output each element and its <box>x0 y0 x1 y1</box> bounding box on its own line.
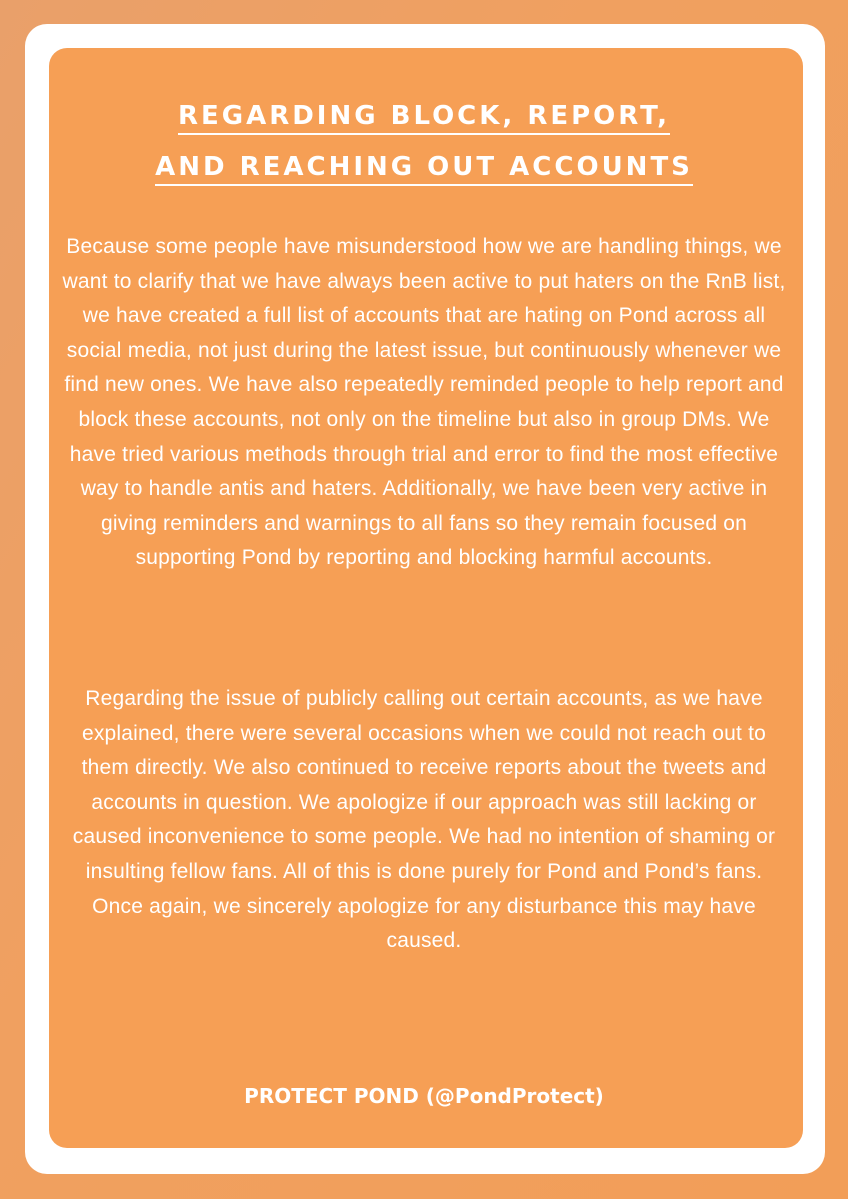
signature: PROTECT POND (@PondProtect) <box>244 1084 604 1108</box>
paragraph-block-report: Because some people have misunderstood how we are handling things, we want to clarify that we have always been active to put haters on the RnB list, we have created a full list of accounts that are hating on Pond across all social media, not just during the latest issue, but continuously whenever we find new ones. We have also repeatedly reminded people to help report and block these accounts, not only on the timeline but also in group DMs. We have tried various methods through trial and error to find the most effective way to handle antis and haters. Additionally, we have been very active in giving reminders and warnings to all fans so they remain focused on supporting Pond by reporting and blocking harmful accounts. <box>62 235 786 570</box>
document-title <box>0 94 848 196</box>
title-line-2: AND REACHING OUT ACCOUNTS <box>155 150 693 186</box>
orange-panel <box>49 48 803 1148</box>
paragraph-calling-out: Regarding the issue of publicly calling out certain accounts, as we have explained, there were several occasions when we could not reach out to them directly. We also continued to receive reports about the tweets and accounts in question. We apologize if our approach was still lacking or caused inconvenience to some people. We had no intention of shaming or insulting fellow fans. All of this is done purely for Pond and Pond’s fans. Once again, we sincerely apologize for any disturbance this may have caused. <box>72 687 776 953</box>
title-line-1: REGARDING BLOCK, REPORT, <box>178 99 670 135</box>
